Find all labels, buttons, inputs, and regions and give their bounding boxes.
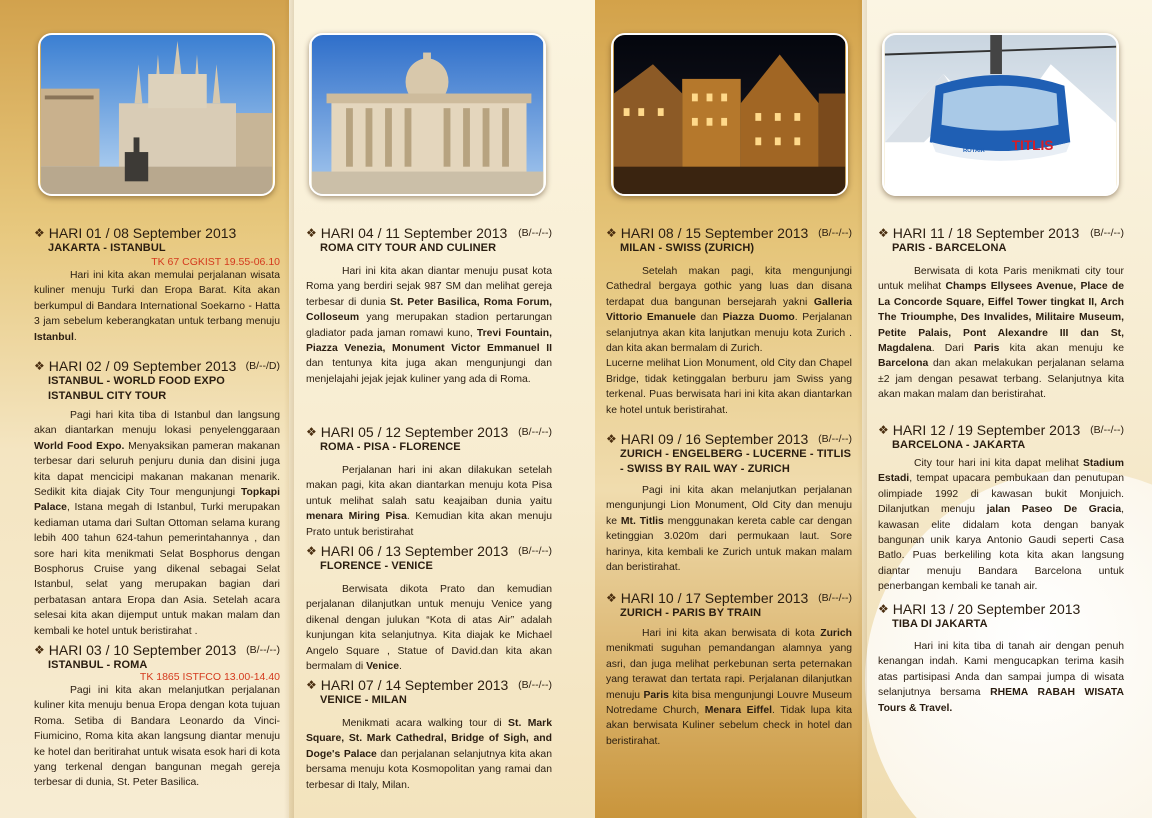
day-entry bbox=[878, 601, 1124, 716]
meal-code: (B/--/--) bbox=[246, 644, 280, 656]
day-entry bbox=[606, 590, 852, 749]
day-text: Hari ini kita akan memulai perjalanan wisata kuliner menuju Turki dan Eropa Barat. Kita akan berkumpul di Bandara International Soekarno - Hatta 3 jam sebelum keberangkatan untuk terbang menuju Istanbul. bbox=[34, 270, 280, 343]
flight-info: TK 67 CGKIST 19.55-06.10 bbox=[151, 256, 280, 268]
day-heading: HARI 02 / 09 September 2013 bbox=[48, 358, 237, 374]
diamond-bullet-icon: ❖ bbox=[34, 643, 45, 657]
day-entry bbox=[878, 422, 1124, 595]
svg-text:TITLIS: TITLIS bbox=[1011, 138, 1054, 154]
day-entry bbox=[878, 225, 1124, 403]
day-text: Setelah makan pagi, kita mengunjungi Cathedral bergaya gothic yang luas dan disana terdapat dua bangunan bersejarah yakni Galleria Vittorio Emanuele dan Piazza Duomo. Perjalanan selanjutnya akan kita lanjutkan menuju kota Zurich . dan kita akan bermalam di Zurich. Lucerne melihat Lion Monument, old City dan Chapel Bridge, tidak ketinggalan berburu jam Swiss yang terkenal. Puas berwisata hari ini kita akan diantarkan ke hotel untuk beristirahat. bbox=[606, 266, 852, 416]
st-peter-basilica-photo bbox=[309, 33, 546, 196]
diamond-bullet-icon: ❖ bbox=[34, 226, 45, 240]
diamond-bullet-icon: ❖ bbox=[306, 544, 317, 558]
day-heading: HARI 04 / 11 September 2013 bbox=[320, 225, 508, 241]
day-heading: HARI 06 / 13 September 2013 bbox=[320, 543, 509, 559]
svg-text:ROTAIR: ROTAIR bbox=[962, 148, 985, 155]
meal-code: (B/--/--) bbox=[518, 426, 552, 438]
day-route: ZURICH - ENGELBERG - LUCERNE - TITLIS - SWISS BY RAIL WAY - ZURICH bbox=[620, 448, 852, 475]
day-route: ZURICH - PARIS BY TRAIN bbox=[620, 607, 762, 619]
meal-code: (B/--/--) bbox=[1090, 424, 1124, 436]
meal-code: (B/--/--) bbox=[518, 227, 552, 239]
diamond-bullet-icon: ❖ bbox=[606, 226, 617, 240]
diamond-bullet-icon: ❖ bbox=[878, 423, 889, 437]
diamond-bullet-icon: ❖ bbox=[306, 678, 317, 692]
day-route: VENICE - MILAN bbox=[320, 694, 407, 706]
day-text: City tour hari ini kita dapat melihat Stadium Estadi, tempat upacara pembukaan dan penutupan olimpiade 1992 di kawasan bukit Monjuich. Dilanjutkan menuju jalan Paseo De Gracia, kawasan elite didalam kota dengan banyak bangunan unik karya Antonio Gaudi seperti Casa Batlo. Puas berkeliling kota kita akan langsung diantar menuju Bandara Barcelona untuk penerbangan kembali ke tanah air. bbox=[878, 458, 1124, 593]
diamond-bullet-icon: ❖ bbox=[878, 226, 889, 240]
day-text: Menikmati acara walking tour di St. Mark Square, St. Mark Cathedral, Bridge of Sigh, and Doge's Palace dan perjalanan selanjutnya kita akan bersama menuju kota Kosmopolitan yang ramai dan terbesar di Italy, Milan. bbox=[306, 718, 552, 791]
day-route: TIBA DI JAKARTA bbox=[892, 618, 988, 630]
day-route: ISTANBUL - ROMA bbox=[48, 659, 148, 671]
meal-code: (B/--/D) bbox=[245, 360, 280, 372]
meal-code: (B/--/--) bbox=[818, 433, 852, 445]
day-entry bbox=[306, 225, 552, 387]
fold-shadow bbox=[284, 0, 294, 818]
day-route: ROMA CITY TOUR AND CULINER bbox=[320, 242, 497, 254]
day-text: Pagi ini kita akan melanjutkan perjalanan mengunjungi Lion Monument, Old City dan menuju ke Mt. Titlis menggunakan kereta cable car dengan ketinggian 3.020m dari permukaan laut. Sore harinya, kita kembali ke Zurich untuk makan malam dan beristirahat. bbox=[606, 485, 852, 574]
day-entry bbox=[306, 677, 552, 793]
day-entry bbox=[606, 431, 852, 575]
titlis-cable-car-photo bbox=[882, 33, 1119, 196]
milan-cathedral-photo bbox=[38, 33, 275, 196]
meal-code: (B/--/--) bbox=[1090, 227, 1124, 239]
day-heading: HARI 12 / 19 September 2013 bbox=[892, 422, 1081, 438]
day-heading: HARI 13 / 20 September 2013 bbox=[892, 601, 1081, 617]
day-heading: HARI 10 / 17 September 2013 bbox=[620, 590, 809, 606]
flight-info: TK 1865 ISTFCO 13.00-14.40 bbox=[139, 671, 280, 683]
day-heading: HARI 11 / 18 September 2013 bbox=[892, 225, 1080, 241]
day-route: FLORENCE - VENICE bbox=[320, 560, 433, 572]
day-route: BARCELONA - JAKARTA bbox=[892, 439, 1026, 451]
day-entry bbox=[34, 358, 280, 639]
day-route: ISTANBUL - WORLD FOOD EXPO ISTANBUL CITY TOUR bbox=[48, 375, 225, 402]
day-text: Pagi hari kita tiba di Istanbul dan langsung akan diantarkan menuju lokasi penyelenggaraan World Food Expo. Menyaksikan pameran makanan terbesar dari seluruh penjuru dunia dan disini juga kita dapat mencicipi makanan makanan menarik. Sedikit kita diajak City Tour mengunjungi Topkapi Palace, Istana megah di Istanbul, Turki merupakan kediaman utama dari Sultan Ottoman selama kurang lebih 400 tahun 624-tahun pemerintahannya , dan sore hari kita menikmati Selat Bosphorus dengan Bosphorus Cruise yang dikenal sebagai Selat Istanbul, selat yang merupakan bagian dari perbatasan antara Eropa dan Asia. Setelah acara selesai kita akan dijemput untuk makan malam dan kembali ke hotel untuk beristirahat . bbox=[34, 410, 280, 637]
diamond-bullet-icon: ❖ bbox=[306, 226, 317, 240]
milan-cathedral-photo-icon bbox=[40, 35, 273, 194]
diamond-bullet-icon: ❖ bbox=[34, 359, 45, 373]
meal-code: (B/--/--) bbox=[818, 227, 852, 239]
fold-shadow bbox=[857, 0, 867, 818]
day-heading: HARI 08 / 15 September 2013 bbox=[620, 225, 809, 241]
diamond-bullet-icon: ❖ bbox=[878, 602, 889, 616]
day-heading: HARI 01 / 08 September 2013 bbox=[48, 225, 237, 241]
day-text: Berwisata dikota Prato dan kemudian perjalanan dilanjutkan untuk menuju Venice yang dikenal dengan julukan “Kota di atas Air” adalah kunjungan kita selanjutnya. Kita diajak ke Michael Angelo Square , Statue of David.dan kita akan bermalam di Venice. bbox=[306, 584, 552, 673]
day-entry bbox=[606, 225, 852, 418]
day-text: Perjalanan hari ini akan dilakukan setelah makan pagi, kita akan diantarkan menuju kota Pisa untuk melihat salah satu keajaiban dunia yaitu menara Miring Pisa. Kemudian kita akan menuju Prato untuk beristirahat bbox=[306, 465, 552, 538]
day-entry bbox=[306, 424, 552, 540]
day-route: PARIS - BARCELONA bbox=[892, 242, 1007, 254]
day-heading: HARI 03 / 10 September 2013 bbox=[48, 642, 237, 658]
titlis-cable-car-photo-icon bbox=[884, 35, 1117, 194]
day-text: Hari ini kita akan berwisata di kota Zurich menikmati suguhan pemandangan alamnya yang asri, dan juga melihat perkebunan serta peternakan yang terawat dan tertata rapi. Perjalanan dilanjutkan menuju Paris kita bisa mengunjungi Louvre Museum Notredame Church, Menara Eiffel. Tidak lupa kita akan berwisata Kuliner sebelum check in hotel dan beristirahat. bbox=[606, 628, 852, 747]
day-route: JAKARTA - ISTANBUL bbox=[48, 242, 166, 254]
day-text: Berwisata di kota Paris menikmati city tour untuk melihat Champs Ellysees Avenue, Place de La Concorde Square, Eiffel Tower tingkat II, Arch The Trioumphe, Des Invalides, Militaire Museum, Petite Palais, Pont Alexandre III dan St, Magdalena. Dari Paris kita akan menuju ke Barcelona dan akan melakukan perjalanan selama ±2 jam dengan pesawat terbang. Selanjutnya kita akan makan malam dan beristirahat. bbox=[878, 266, 1124, 401]
st-peter-basilica-photo-icon bbox=[311, 35, 544, 194]
zurich-night-photo-icon bbox=[613, 35, 846, 194]
day-heading: HARI 07 / 14 September 2013 bbox=[320, 677, 509, 693]
day-heading: HARI 05 / 12 September 2013 bbox=[320, 424, 509, 440]
day-text: Pagi ini kita akan melanjutkan perjalanan kuliner kita menuju benua Eropa dengan kota tujuan Roma. Setiba di Bandara Leonardo da Vinci-Fiumicino, Roma kita akan langsung diantar menuju ke hotel dan beritirahat untuk wisata esok hari di kota yang terkenal dengan bangunan megah gereja terbesar di dunia, St. Peter Basilica. bbox=[34, 685, 280, 789]
diamond-bullet-icon: ❖ bbox=[606, 432, 617, 446]
day-text: Hari ini kita tiba di tanah air dengan penuh kenangan indah. Kami mengucapkan terima kasih atas partisipasi Anda dan sampai jumpa di wisata selanjutnya bersama RHEMA RABAH WISATA Tours & Travel. bbox=[878, 641, 1124, 714]
day-route: ROMA - PISA - FLORENCE bbox=[320, 441, 461, 453]
meal-code: (B/--/--) bbox=[518, 545, 552, 557]
meal-code: (B/--/--) bbox=[818, 592, 852, 604]
meal-code: (B/--/--) bbox=[518, 679, 552, 691]
day-route: MILAN - SWISS (ZURICH) bbox=[620, 242, 755, 254]
day-text: Hari ini kita akan diantar menuju pusat kota Roma yang berdiri sejak 987 SM dan melihat gereja terbesar di dunia St. Peter Basilica, Roma Forum, Colloseum yang merupakan stadion pertarungan gladiator pada jaman romawi kuno, Trevi Fountain, Piazza Venezia, Monument Victor Emmanuel II dan tentunya kita juga akan mengunjungi dan menjelajahi jejak jejak kuliner yang ada di Roma. bbox=[306, 266, 552, 385]
diamond-bullet-icon: ❖ bbox=[306, 425, 317, 439]
zurich-night-photo bbox=[611, 33, 848, 196]
day-heading: HARI 09 / 16 September 2013 bbox=[620, 431, 809, 447]
day-entry bbox=[34, 225, 280, 345]
day-entry bbox=[34, 642, 280, 791]
day-entry bbox=[306, 543, 552, 674]
diamond-bullet-icon: ❖ bbox=[606, 591, 617, 605]
